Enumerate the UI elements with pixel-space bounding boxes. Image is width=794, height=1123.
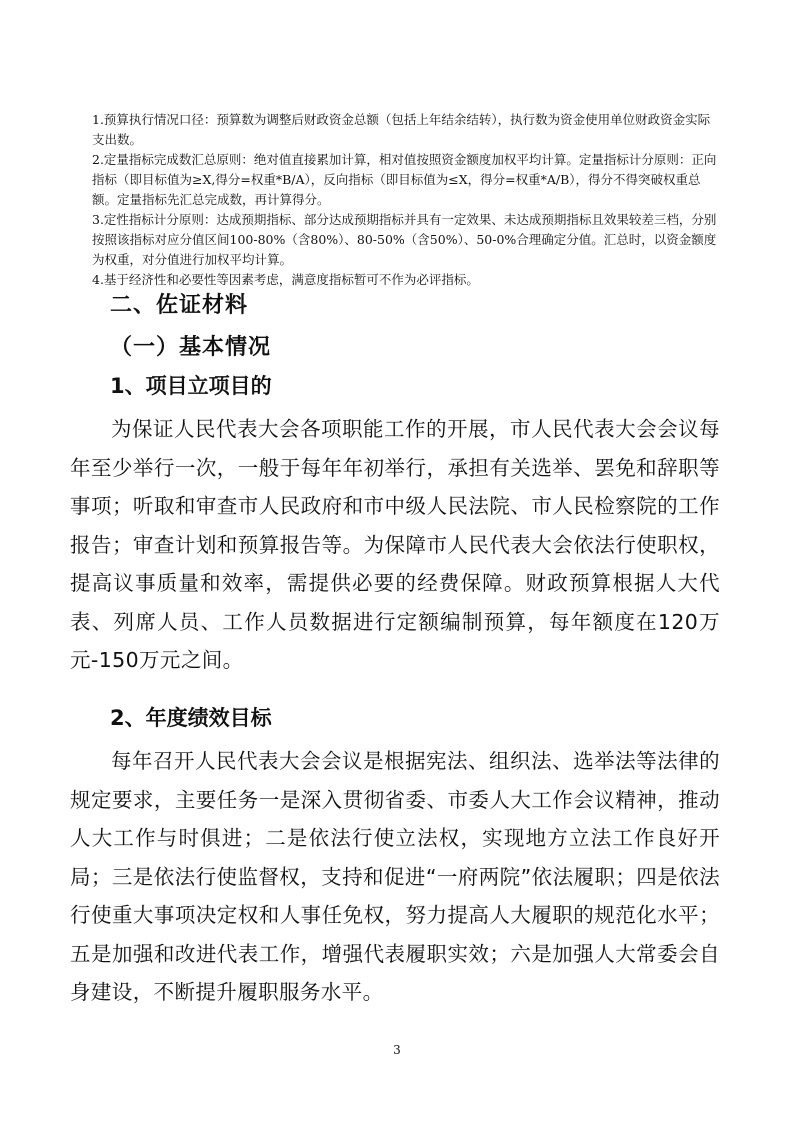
- footnotes: [92, 110, 722, 290]
- subsection-title: （一）基本情况: [110, 335, 272, 360]
- note-3: 3.定性指标计分原则：达成预期指标、部分达成预期指标并具有一定效果、未达成预期指标且效果较差三档，分别按照该指标对应分值区间100-80%（含80%）、80-50%（含50%）、50-0%合理确定分值。汇总时，以资金额度为权重，对分值进行加权平均计算。: [92, 212, 717, 267]
- item2-title: 2、年度绩效目标: [110, 706, 272, 730]
- item2-body: 每年召开人民代表大会会议是根据宪法、组织法、选举法等法律的规定要求，主要任务一是深入贯彻省委、市委人大工作会议精神，推动人大工作与时俱进；二是依法行使立法权，实现地方立法工作良好开局；三是依法行使监督权，支持和促进“一府两院”依法履职；四是依法行使重大事项决定权和人事任免权，努力提高人大履职的规范化水平；五是加强和改进代表工作，增强代表履职实效；六是加强人大常委会自身建设，不断提升履职服务水平。: [70, 749, 720, 1004]
- item1-title: 1、项目立项目的: [110, 374, 272, 398]
- note-4: 4.基于经济性和必要性等因素考虑，满意度指标暂可不作为必评指标。: [92, 272, 479, 287]
- note-2: 2.定量指标完成数汇总原则：绝对值直接累加计算，相对值按照资金额度加权平均计算。定量指标计分原则：正向指标（即目标值为≥X,得分=权重*B/A），反向指标（即目标值为≤X，得分=权重*A/B），得分不得突破权重总额。定量指标先汇总完成数，再计算得分。: [92, 152, 717, 207]
- note-1: 1.预算执行情况口径：预算数为调整后财政资金总额（包括上年结余结转），执行数为资金使用单位财政资金实际支出数。: [92, 112, 711, 147]
- section-title: 二、佐证材料: [110, 293, 249, 318]
- page-number: 3: [393, 1043, 401, 1057]
- item1-body: 为保证人民代表大会各项职能工作的开展，市人民代表大会会议每年至少举行一次，一般于每年年初举行，承担有关选举、罢免和辞职等事项；听取和审查市人民政府和市中级人民法院、市人民检察院的工作报告；审查计划和预算报告等。为保障市人民代表大会依法行使职权，提高议事质量和效率，需提供必要的经费保障。财政预算根据人大代表、列席人员、工作人员数据进行定额编制预算，每年额度在120万元-150万元之间。: [70, 417, 720, 672]
